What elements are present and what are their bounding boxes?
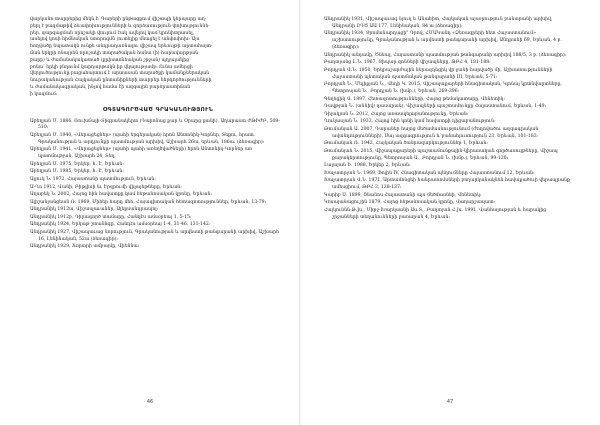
reference-entry: Անդրանիկ 1912բ, Դիրագործ տամարը, Հանդէս ամսօրեայ 1, 5-15: [30, 214, 192, 220]
paragraph-line: նուրականության Հայկական ընտանիքների տարրեր ներգործությունների [30, 78, 212, 84]
paragraph-line: ասելով կոսի հիմնական ստորոգմն (ուտելիք մնացել է անփոփոխ: Այս [30, 37, 200, 43]
paragraph-line: ի կազմում: [30, 91, 58, 97]
reference-entry: Աղաբեկ Ն. 2002, Հայոց հին հավատքը կամ հեթանոսական կրոնը, Երևան: [30, 192, 213, 198]
page-number-left: 46 [146, 399, 154, 405]
reference-entry: Ալիշանյանցեան Ռ. 1969, Միհեր հարդ մեհ, Հայագիտական հետազոտություններ, Երևան, 13-79: [30, 199, 267, 205]
page-number-right: 47 [446, 399, 454, 405]
reference-list-left [30, 119, 286, 252]
reference-entry: Աբեղյան Մ. 1940, «Վերացեցներ» (պահի երգերական) հրոն Անտոնիկ-Կորներ, Տեքու, հրատ. Գրականության և արդյունքի պատմության արխիվ, Աշխարհ 26ա, երևան, 186ա. (ձեռագիր): [30, 132, 265, 145]
reference-entry: Աբեղյան Մ. 1985, Երկեր, h. Է, Երևան: [30, 169, 124, 175]
reference-entry: Թումանյան Ա. 2007, Դարաներ հայոց մեծամասնությունում (Ժողովածու ազգագրական ավանդությունների), Սայ ազգագրություն և բանահյուսություն 23, Երևան, 101-183: [324, 126, 539, 139]
reference-entry: Անդրանիկ 1929, Ճորտրի ամբայմը, Վիեննա: [30, 244, 140, 250]
reference-entry: Գեղեցիկ Վ. 1897, Հետազոտությունների, Հայոց թեմակատարը, Վենետիկ: [324, 96, 506, 102]
paragraph-line: վերլուծությունը բացահայտում է արտասան տարածքի կամանքներական [30, 71, 210, 77]
reference-entry: Կարիբ Ս. 1899, Շնանոս Հայաստանի այս մեծմասնեի, Վենետիկ: [324, 192, 482, 198]
body-paragraph [30, 17, 286, 99]
reference-entry: Բորդյան Ն., Մելիքյան Ն., Վեդի Կ. 2015, Վիշապաքարերի հնագիտական, Կլոնայ կրտնվարտները, Պետրոսյան Ն., Բորդյան Ն. (խմբ.), Երևան, 269-396: [324, 82, 562, 94]
reference-entry: Անդրանիկ 1924, Երկաթ շտաննգը, Հանդէս ամսօրեայ 1-4, 31-46, 131-142: [30, 222, 211, 228]
reference-entry: Թումանյան Ն. 2015, Վիշապաքարերի պաշտամունքային-կիրառական գործառույթները, Վիշապ քարակերտությունը, Պետրոսյան Ա., Բորդյան Ն. (խմբ.), Երևան, 99-120: [324, 148, 558, 161]
reference-entry: Աբեղյան Մ. 1886, Ռուխմայի-Տիգրանակերտ (Դարոնաց քար և Օրարց քանի), Աղարաստ ԺԹԻԺԲ, 509-510: [30, 118, 280, 131]
reference-entry: Լալայան Ե. 1988, Երկեր 2, Երևան: [324, 163, 411, 169]
bibliography-title: ՕԳՏԱԳՈՐԾՎԱԾ ԳՐԱԿԱՆՈՒԹՅՈՒՆ [102, 106, 214, 113]
reference-entry: Ղուկասյան Ն. 1933, Հայոց հին կոնի կամ հավատքի դիցաբանություն: [324, 119, 496, 125]
reference-list-right [324, 17, 574, 222]
reference-entry: Խաչատրյան Ն. 1969, Ֆոլին IV, Հնագիտական պեղումները Հայաստանում 12, Երևան: [324, 170, 535, 176]
reference-entry: Հայկուննն Թ.Ju., Միրջ-Խարկսանի Աս.Տ., Բադտյան Հ.Ju. 1991, Վանհայության և հարակից շրջանների տեղանունների բառարան 4, Երևան: [324, 208, 547, 220]
paragraph-line: վարկանո տարրերից մեկն է: Դարերի ընթացքում վիշապի կերպարը աղ- [30, 17, 207, 22]
reference-entry: Ա-Ղո 1912, Վանի, Բիթլիսի եւ Էրզրումի վիլայեթները, Երևան: [30, 184, 182, 190]
reference-entry: Ալյուկ Ն. 1972, Հայաստանի պատմություն, Երևան: [30, 176, 156, 182]
paragraph-line: հողվածը նպատակն ունքե անդրադառնալու վիշապ երևույթի արտահայտ- [30, 44, 213, 50]
reference-entry: Անդրանիկ անդամը, Ծնեալ, Հայաստանի պատմության թանգարանի արխիվ 188/5, 3 բ. (ձեռագիր): [324, 52, 567, 58]
reference-entry: Անդրանիկ 1912ա, Վիշապաւաներ, Ալեքսանդրապոլ: [30, 207, 159, 213]
paragraph-line: և ժամանակագրական, ինչով համա էի ազգային բարձրաստիճան [30, 84, 191, 90]
reference-entry: Թումանյան Ռ. 1942, Հայկական ծանրազարկություններ 1, Երևան: [324, 141, 488, 147]
reference-entry: Աբեղյան Մ. 1941, «Վերացեցներ» (պահի պահի առեղծվածների) հրոն Անտոնիկ-Կորներ առ պատմության, Աշխարհ 24, Տեղ. [30, 147, 253, 160]
reference-entry: Բադտյանց Լ.Ն. 1967, Ցիպար զոնների վիշապները, ԹԲՀ 4, 181-188: [324, 60, 491, 66]
reference-entry: Խաչատրյան Վ.Ն. 1971, Արտամոնցեի հանրատոմսների բողարկանակնեն հավաքածուի վերապրանք ամեսցիում, ԹԲՀ 3, 128-137: [324, 178, 570, 191]
paragraph-line: բոնա՝ երկի բնդունմ կարդարթակն իր վկայությամբ: Ունա ամերցի [30, 64, 193, 70]
paragraph-line: բարբ) և ժամանակակատած (քրիստոնեական շրջան) պղյալակից [30, 57, 190, 63]
reference-entry: Անդրանիկ 1931, Վիշապաւագ նյուղ և Անահիտ, Հայկական այսօրություն բանարանի արխիվ, Անդրանի ԸԴԾ ԱԱ 177, Լենինական, 84 ա (ձեռագիր): [324, 17, 553, 29]
reference-entry: Անդրանիկ 1927, Վիշապաւաց նորություն, Գրականության և արվեստի թանգարանի արխիվ, Աշխարհ 16, Լենինական, 52ա (ձեռագիր): [30, 230, 280, 242]
reference-entry: Անդրանիկ 1934, Ցրոմանարդացի" Դրով, ՀՄԱԿանդ «Ձեռագրերի հետ Հայաստանում» աշխատությունը, Գրականության և արվեստի թանգարանի արխիվ, Անդրանի 69, Երևան, 4 բ. (ձեռագիր): [324, 31, 562, 50]
reference-entry: Աբեղյան Մ. 1975, Երկեր, h. Է, Երևան: [30, 161, 124, 167]
reference-entry: Դավթյան Ն. (աննիվ) դասարան), Վիշապների պաշտամունքը Հայաստանում, Երևան, 1-49: [324, 104, 547, 110]
reference-entry: Կոսայանացուշին 1879, Հայոց հեթանոսական կրոնը, Վաղարշապատ: [324, 200, 496, 206]
reference-entry: Դիլակյան Ն. 2012, Հայոց առասպելաբանությունը, Երևան: [324, 111, 469, 117]
paragraph-line: բերլ է բազմաթիվ ձևափոխությունների և զորձառություն փոխություննե- [30, 23, 210, 29]
reference-entry: Բորդյան Վ.Ն. 1950, Երկրաշարժային ներազդեցիկ վր ջանի հարվածի մի, Աշխատությունների Հայաստանի պետական պատմական թանգարանի III, Երևան, 5-71: [324, 67, 553, 80]
paragraph-line: ման երկրի ոնայրեն որոշակի տարածական հանա (ի) հարավարթյան [30, 50, 199, 56]
right-page [300, 0, 600, 425]
paragraph-line: րեր, գարգացման որոշակի փուլում էակ ավելով կամ կրոնիտրասել, [30, 30, 195, 36]
